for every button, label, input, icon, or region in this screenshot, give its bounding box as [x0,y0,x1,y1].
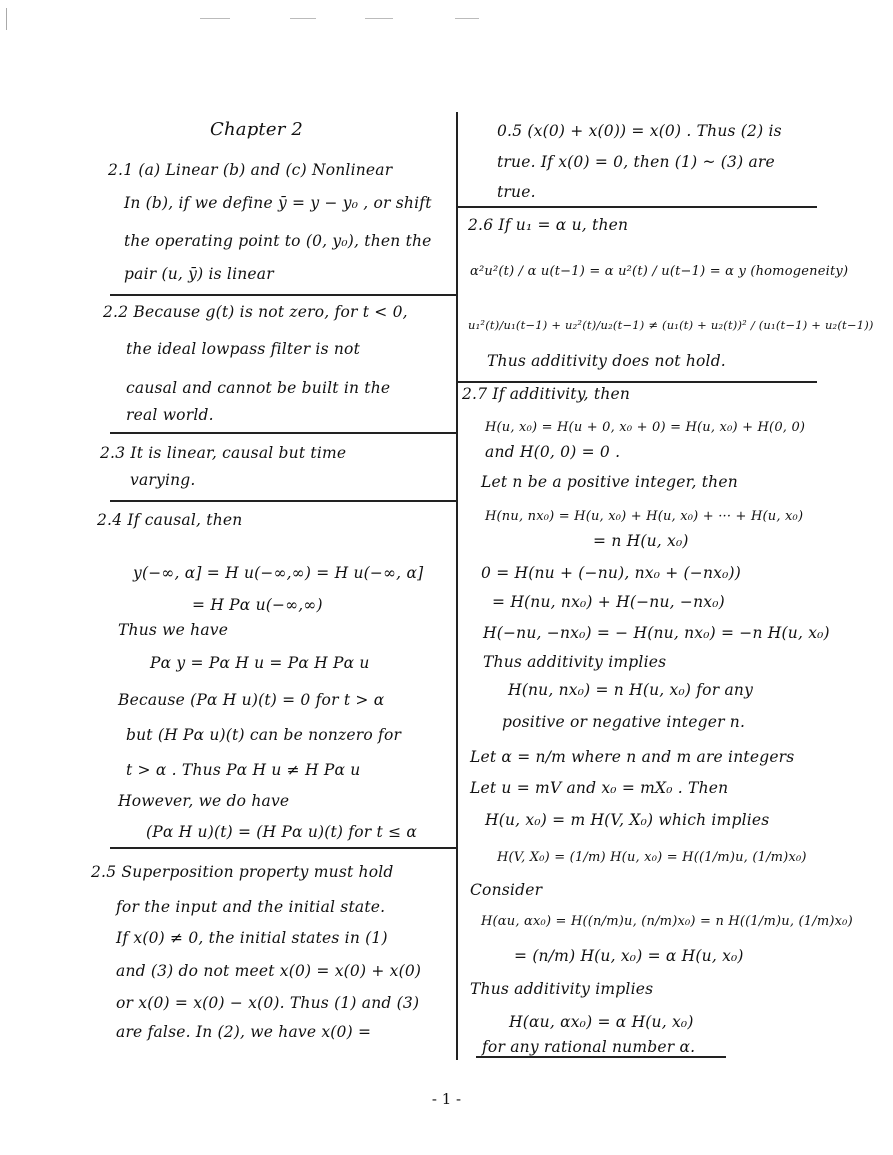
text-line: However, we do have [118,792,290,810]
text-line: real world. [126,406,214,424]
text-line: 2.6 If u₁ = α u, then [468,216,629,234]
text-line: 2.3 It is linear, causal but time [100,444,347,462]
equation-line: H(nu, nx₀) = n H(u, x₀) for any [508,681,754,699]
text-line: t > α . Thus Pα H u ≠ H Pα u [126,761,361,779]
text-line: Let u = mV and x₀ = mX₀ . Then [470,779,729,797]
text-line: for any rational number α. [482,1038,696,1056]
equation-line: (Pα H u)(t) = (H Pα u)(t) for t ≤ α [146,823,418,841]
equation-line: α²u²(t) / α u(t−1) = α u²(t) / u(t−1) = α y (homogeneity) [470,264,849,279]
text-line: Consider [470,881,543,899]
chapter-heading: Chapter 2 [210,119,304,140]
text-line: pair (u, ȳ) is linear [124,265,274,283]
text-line: true. If x(0) = 0, then (1) ~ (3) are [497,153,775,171]
scan-artifact [365,18,393,19]
equation-line: and H(0, 0) = 0 . [485,443,621,461]
text-line: 2.5 Superposition property must hold [91,863,394,881]
section-rule [110,294,457,296]
scan-artifact [200,18,230,19]
equation-line: H(u, x₀) = m H(V, X₀) which implies [485,811,770,829]
equation-line: H(αu, αx₀) = H((n/m)u, (n/m)x₀) = n H((1/m)u, (1/m)x₀) [481,914,853,929]
text-line: positive or negative integer n. [502,713,746,731]
equation-line: = H(nu, nx₀) + H(−nu, −nx₀) [492,593,725,611]
text-line: or x(0) = x(0) − x(0). Thus (1) and (3) [116,994,420,1012]
equation-line: H(nu, nx₀) = H(u, x₀) + H(u, x₀) + ··· + H(u, x₀) [485,509,804,524]
text-line: 2.1 (a) Linear (b) and (c) Nonlinear [108,161,393,179]
equation-line: Pα y = Pα H u = Pα H Pα u [150,654,370,672]
text-line: If x(0) ≠ 0, the initial states in (1) [116,929,388,947]
text-line: for the input and the initial state. [116,898,386,916]
equation-line: = H Pα u(−∞,∞) [192,596,323,614]
text-line: the ideal lowpass filter is not [126,340,361,358]
text-line: true. [497,183,536,201]
scan-artifact [290,18,316,19]
scan-artifact [455,18,479,19]
text-line: 2.4 If causal, then [97,511,243,529]
text-line: Thus additivity does not hold. [487,352,726,370]
column-divider [456,112,458,1060]
equation-line: = n H(u, x₀) [593,532,689,550]
equation-line: 0 = H(nu + (−nu), nx₀ + (−nx₀)) [481,564,742,582]
text-line: Thus additivity implies [470,980,654,998]
equation-line: y(−∞, α] = H u(−∞,∞) = H u(−∞, α] [133,564,424,582]
text-line: Thus we have [118,621,229,639]
text-line: Let n be a positive integer, then [481,473,738,491]
text-line: 2.7 If additivity, then [462,385,631,403]
equation-line: H(αu, αx₀) = α H(u, x₀) [509,1013,694,1031]
page-number: - 1 - [431,1090,462,1108]
equation-line: = (n/m) H(u, x₀) = α H(u, x₀) [514,947,744,965]
text-line: In (b), if we define ȳ = y − y₀ , or shift [124,194,432,212]
text-line: the operating point to (0, y₀), then the [124,232,432,250]
text-line: and (3) do not meet x(0) = x(0) + x(0) [116,962,422,980]
section-rule [110,847,457,849]
text-line: Let α = n/m where n and m are integers [470,748,795,766]
equation-line: H(−nu, −nx₀) = − H(nu, nx₀) = −n H(u, x₀) [483,624,830,642]
text-line: Because (Pα H u)(t) = 0 for t > α [118,691,385,709]
section-rule [457,381,817,383]
text-line: 2.2 Because g(t) is not zero, for t < 0, [103,303,408,321]
section-rule [110,500,457,502]
text-line: are false. In (2), we have x(0) = [116,1023,372,1041]
equation-line: u₁²(t)/u₁(t−1) + u₂²(t)/u₂(t−1) ≠ (u₁(t) + u₂(t))² / (u₁(t−1) + u₂(t−1)) [468,318,874,332]
section-rule [110,432,457,434]
section-rule [457,206,817,208]
text-line: causal and cannot be built in the [126,379,391,397]
text-line: 0.5 (x(0) + x(0)) = x(0) . Thus (2) is [497,122,782,140]
equation-line: H(V, X₀) = (1/m) H(u, x₀) = H((1/m)u, (1/m)x₀) [497,850,807,865]
text-line: varying. [130,471,196,489]
equation-line: H(u, x₀) = H(u + 0, x₀ + 0) = H(u, x₀) + H(0, 0) [485,420,806,435]
scan-edge-mark [6,8,7,30]
text-line: Thus additivity implies [483,653,667,671]
text-line: but (H Pα u)(t) can be nonzero for [126,726,402,744]
